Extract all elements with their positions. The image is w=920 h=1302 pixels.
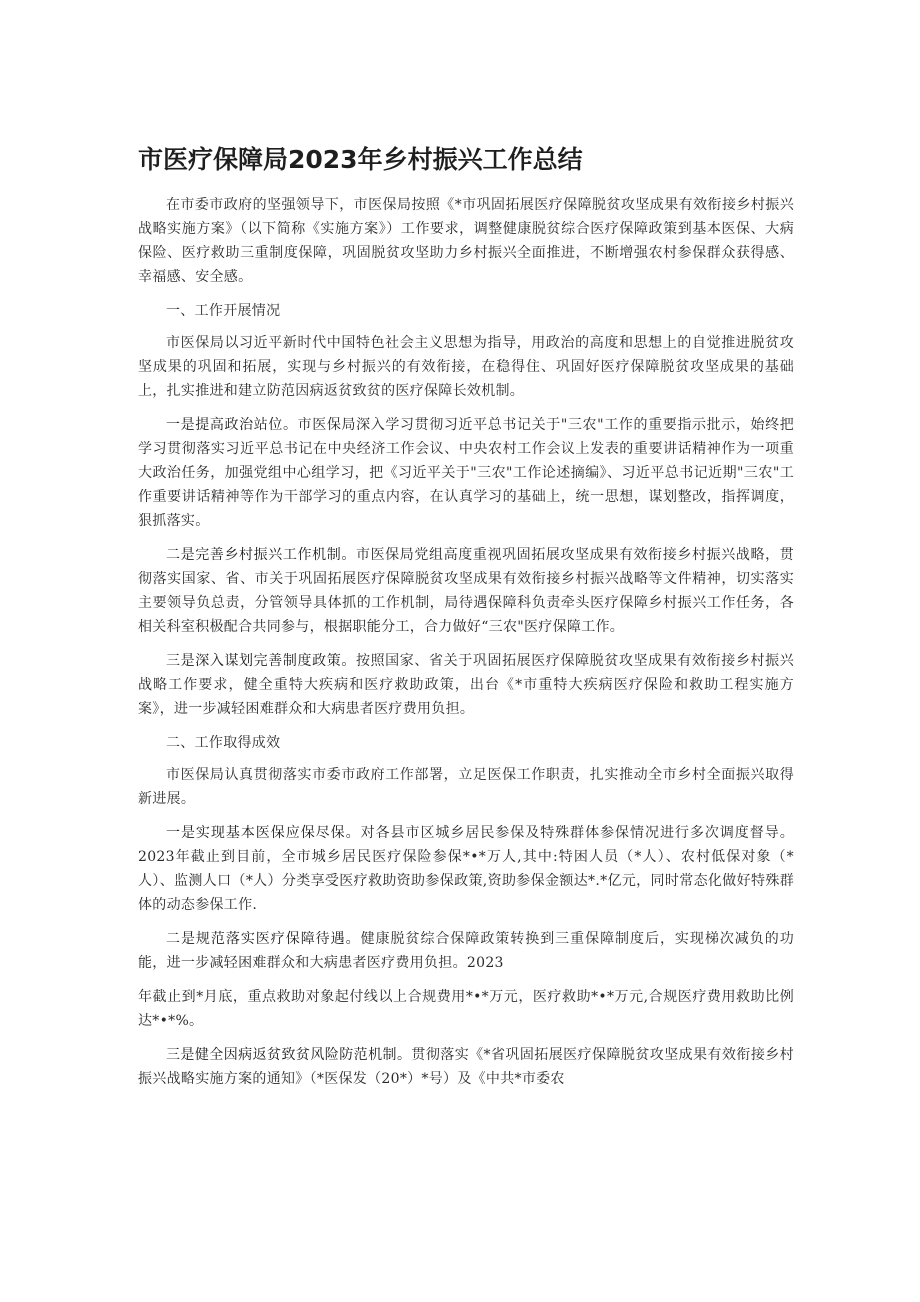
paragraph-benefits-continued (138, 985, 794, 1033)
paragraph-text: 健康脱贫综合保障政策转换到三重保障制度后，实现梯次减负的功能，进一步减轻困难群众和大病患者医疗费用负担。2023 (138, 931, 794, 971)
paragraph-benefits (138, 927, 794, 975)
heading-text: 一、工作开展情况 (166, 303, 281, 319)
paragraph-political-stance (138, 413, 794, 533)
paragraph-lead: 三是健全因病返贫致贫风险防范机制。 (166, 1047, 412, 1063)
paragraph-work-mechanism (138, 543, 794, 639)
heading-text: 二、工作取得成效 (166, 735, 281, 751)
paragraph-overview (138, 331, 794, 403)
paragraph-lead: 二是完善乡村振兴工作机制。 (166, 547, 356, 563)
paragraph-text: 市医保局认真贯彻落实市委市政府工作部署，立足医保工作职责，扎实推动全市乡村全面振兴取得新进展。 (138, 767, 794, 807)
document-title: 市医疗保障局2023年乡村振兴工作总结 (138, 145, 583, 174)
paragraph-text: 对各县市区城乡居民参保及特殊群体参保情况进行多次调度督导。2023年截止到目前，全市城乡居民医疗保险参保*•*万人,其中:特困人员（*人）、农村低保对象（*人）、监测人口（*人）分类享受医疗救助资助参保政策,资助参保金额达*.*亿元，同时常态化做好特殊群体的动态参保工作. (138, 825, 794, 913)
paragraph-text: 贯彻落实《*省巩固拓展医疗保障脱贫攻坚成果有效衔接乡村振兴战略实施方案的通知》（*医保发（20*）*号）及《中共*市委农 (138, 1047, 794, 1087)
paragraph-lead: 二是规范落实医疗保障待遇。 (166, 931, 361, 947)
section-heading-1 (138, 299, 794, 323)
paragraph-text: 市医保局深入学习贯彻习近平总书记关于"三农"工作的重要指示批示，始终把学习贯彻落实习近平总书记在中央经济工作会议、中央农村工作会议上发表的重要讲话精神作为一项重大政治任务，加强党组中心组学习，把《习近平关于"三农"工作论述摘编》、习近平总书记近期"三农"工作重要讲话精神等作为干部学习的重点内容，在认真学习的基础上，统一思想，谋划整改，指挥调度，狠抓落实。 (138, 417, 794, 529)
paragraph-lead: 三是深入谋划完善制度政策。 (166, 653, 356, 669)
paragraph-text: 市医保局以习近平新时代中国特色社会主义思想为指导，用政治的高度和思想上的自觉推进脱贫攻坚成果的巩固和拓展，实现与乡村振兴的有效衔接，在稳得住、巩固好医疗保障脱贫攻坚成果的基础上，扎实推进和建立防范因病返贫致贫的医疗保障长效机制。 (138, 335, 794, 399)
paragraph-text: 按照国家、省关于巩固拓展医疗保障脱贫攻坚成果有效衔接乡村振兴战略工作要求，健全重特大疾病和医疗救助政策，出台《*市重特大疾病医疗保险和救助工程实施方案》，进一步减轻困难群众和大病患者医疗费用负担。 (138, 653, 794, 717)
paragraph-results-intro (138, 763, 794, 811)
paragraph-text: 在市委市政府的坚强领导下，市医保局按照《*市巩固拓展医疗保障脱贫攻坚成果有效衔接乡村振兴战略实施方案》（以下简称《实施方案》）工作要求，调整健康脱贫综合医疗保障政策到基本医保、大病保险、医疗救助三重制度保障，巩固脱贫攻坚助力乡村振兴全面推进，不断增强农村参保群众获得感、幸福感、安全感。 (138, 197, 794, 285)
paragraph-lead: 一是实现基本医保应保尽保。 (166, 825, 361, 841)
paragraph-policy (138, 649, 794, 721)
paragraph-risk-prevention (138, 1043, 794, 1091)
paragraph-text: 年截止到*月底，重点救助对象起付线以上合规费用*•*万元，医疗救助*•*万元,合规医疗费用救助比例达*•*%。 (138, 989, 794, 1029)
section-heading-2 (138, 731, 794, 755)
paragraph-lead: 一是提高政治站位。 (166, 417, 298, 433)
paragraph-intro (138, 193, 794, 289)
paragraph-text: 市医保局党组高度重视巩固拓展攻坚成果有效衔接乡村振兴战略，贯彻落实国家、省、市关于巩固拓展医疗保障脱贫攻坚成果有效衔接乡村振兴战略等文件精神，切实落实主要领导负总责，分管领导具体抓的工作机制，局待遇保障科负责牵头医疗保障乡村振兴工作任务，各相关科室积极配合共同参与，根据职能分工，合力做好“三农"医疗保障工作。 (138, 547, 794, 635)
paragraph-insurance-coverage (138, 821, 794, 917)
document-body (138, 193, 794, 1101)
